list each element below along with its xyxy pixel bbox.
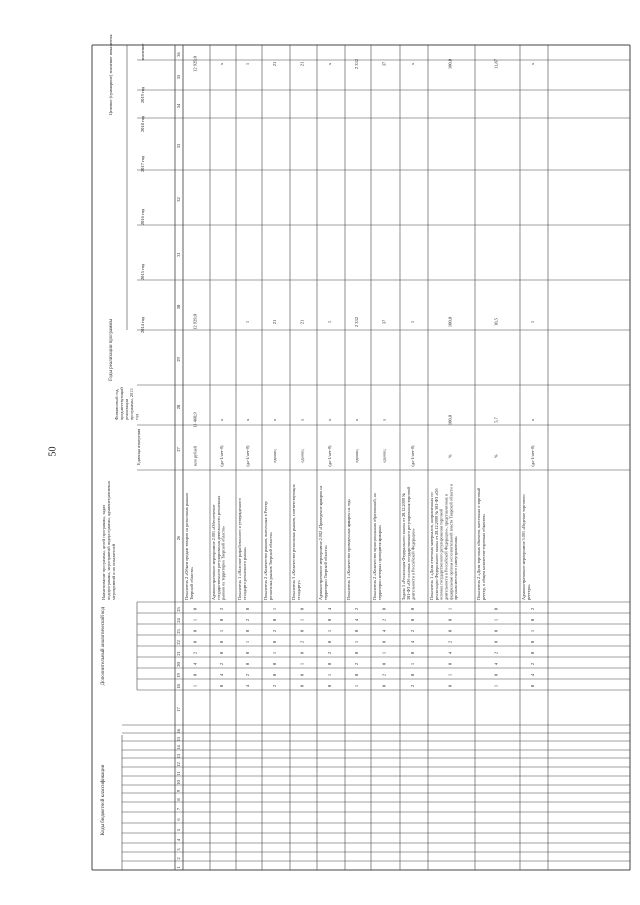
column-number-13: 13: [176, 753, 181, 759]
column-number-6: 6: [176, 818, 181, 821]
row-code-digit: 2: [493, 651, 499, 655]
column-number-17: 17: [176, 707, 181, 712]
row-code-digit: 0: [354, 629, 359, 633]
row-code-digit: 0: [327, 684, 332, 688]
row-code-digit: 0: [299, 673, 305, 677]
column-number-4: 4: [176, 838, 181, 842]
header-year-2015: 2015 год: [140, 263, 145, 281]
row-value-2014: 21: [299, 319, 305, 325]
header-year-2014: 2014 год: [140, 316, 145, 334]
header-fin-year: предшествующий: [118, 387, 124, 420]
column-number-25: 25: [176, 607, 181, 612]
row-text: Тверской области»: [188, 566, 194, 600]
row-unit: единиц: [381, 449, 387, 463]
row-code-digit: 1: [447, 607, 453, 611]
column-number-11: 11: [176, 771, 181, 776]
row-code-digit: 0: [381, 684, 387, 688]
row-code-digit: 0: [447, 662, 453, 666]
column-number-1: 1: [176, 866, 181, 869]
column-number-15: 15: [176, 736, 181, 742]
column-number-27: 27: [176, 447, 181, 452]
row-code-digit: 2: [299, 640, 305, 644]
column-number-31: 31: [176, 252, 181, 257]
row-value-2014: 2 332: [354, 316, 359, 328]
header-fin-year: реализации: [123, 399, 129, 420]
row-code-digit: 1: [272, 651, 277, 655]
row-value-2014: 1: [327, 320, 332, 324]
row-value-2014: 1: [410, 320, 415, 324]
row-value-2014: 37: [381, 319, 387, 325]
row-value-2014: 1: [530, 320, 535, 324]
row-code-digit: 2: [272, 629, 277, 633]
row-unit: единиц: [272, 449, 277, 463]
row-code-digit: 4: [245, 684, 250, 688]
row-code-digit: 0: [272, 662, 277, 666]
row-fin-2013: х: [530, 418, 535, 422]
header-fin-year: Финансовый год,: [114, 388, 119, 420]
row-code-digit: 0: [192, 607, 198, 611]
row-code-digit: 2: [447, 640, 453, 644]
row-fin-2013: х: [219, 418, 224, 422]
row-text: реестр, в общем количестве торговых объектов»: [480, 513, 486, 600]
row-text: реализации Федерального закона от 28.12.2009 № 381-ФЗ «Об: [433, 488, 439, 600]
row-code-digit: 4: [447, 651, 453, 655]
row-code-digit: 0: [245, 607, 250, 611]
row-value-2014: 100,0: [447, 316, 453, 328]
header-fin-year: год: [133, 414, 139, 420]
row-code-digit: 2: [530, 662, 535, 666]
column-number-36: 36: [176, 52, 181, 57]
row-unit: млн рублей: [192, 445, 198, 467]
row-code-digit: 0: [447, 684, 453, 688]
row-target-value: х: [327, 62, 332, 66]
row-unit: (да-1/нет-0): [245, 445, 250, 467]
row-fin-2013: х: [381, 418, 387, 422]
header-fin-year: программы, 2013: [128, 388, 134, 420]
row-text: стандарту»: [295, 580, 301, 600]
row-code-digit: 1: [447, 673, 453, 677]
row-code-digit: 1: [381, 651, 387, 655]
row-text: основах государственного регулирования торговой: [438, 509, 444, 600]
row-code-digit: 4: [327, 607, 332, 611]
row-text: Показатель 2 «Объем продаж товаров на розничных рынках: [184, 492, 189, 600]
row-code-digit: 1: [327, 629, 332, 633]
row-code-digit: 0: [447, 629, 453, 633]
column-number-2: 2: [176, 857, 181, 860]
row-code-digit: 0: [447, 618, 453, 622]
row-unit: (да-1/нет-0): [410, 445, 415, 467]
row-code-digit: 0: [192, 673, 198, 677]
row-target-value: 12 929,0: [192, 56, 198, 72]
row-target-value: 100,0: [447, 58, 453, 70]
row-text: федеральные органы исполнительной власти Тверской области и: [448, 483, 454, 600]
column-number-33: 33: [176, 143, 181, 149]
row-fin-2013: х: [245, 418, 250, 422]
row-value-2014: 10,5: [493, 318, 499, 326]
row-unit: %: [447, 454, 453, 458]
row-target-value: 21: [299, 61, 305, 67]
row-code-digit: 1: [493, 618, 499, 622]
row-code-digit: 0: [245, 662, 250, 666]
header-years-group: Годы реализации программы: [109, 319, 114, 381]
row-code-digit: 0: [192, 629, 198, 633]
row-code-digit: 0: [354, 673, 359, 677]
row-code-digit: 0: [530, 618, 535, 622]
row-code-digit: 4: [530, 673, 535, 677]
column-number-19: 19: [176, 673, 181, 678]
row-code-digit: 1: [354, 640, 359, 644]
row-code-digit: 2: [245, 673, 250, 677]
row-code-digit: 1: [327, 673, 332, 677]
column-number-12: 12: [176, 762, 181, 767]
row-code-digit: 1: [219, 629, 224, 633]
column-number-8: 8: [176, 798, 181, 801]
row-code-digit: 0: [219, 640, 224, 644]
row-value-2014: 1: [245, 320, 250, 324]
row-code-digit: 2: [192, 651, 198, 655]
row-code-digit: 0: [327, 618, 332, 622]
row-text: Показатель 1 «Наличие разработанного и утвержденного: [237, 498, 242, 600]
row-code-digit: 0: [493, 640, 499, 644]
row-text: территории Тверской области»: [322, 544, 328, 600]
row-code-digit: 0: [530, 651, 535, 655]
row-fin-2013: х: [272, 418, 277, 422]
row-code-digit: 1: [192, 618, 198, 622]
row-code-digit: 2: [530, 607, 535, 611]
column-number-9: 9: [176, 789, 181, 793]
row-target-value: х: [530, 62, 535, 66]
row-code-digit: 2: [354, 607, 359, 611]
column-number-23: 23: [176, 629, 181, 634]
row-code-digit: 1: [192, 684, 198, 688]
row-code-digit: 0: [327, 640, 332, 644]
header-year-2018: 2018 год: [140, 115, 145, 133]
header-extra-codes: Дополнительный аналитический код: [101, 606, 106, 686]
row-code-digit: 2: [327, 651, 332, 655]
header-year-2017: 2017 год: [140, 155, 145, 173]
row-code-digit: 0: [381, 662, 387, 666]
row-code-digit: 0: [410, 607, 415, 611]
column-number-35: 35: [176, 74, 181, 80]
row-code-digit: 1: [530, 629, 535, 633]
row-unit: (да-1/нет-0): [219, 445, 224, 467]
row-unit: единиц: [299, 449, 305, 463]
header-target-group: Целевое (суммарное) значение показателя: [108, 34, 113, 116]
header-name-col: мероприятий и их показателей: [110, 543, 116, 600]
row-text: государственного регулирования деятельности розничных: [215, 495, 221, 600]
row-target-value: 21: [272, 61, 277, 67]
row-text: Показатель 3 «Количество розничных рынков, соответствующих: [291, 484, 296, 600]
page-number: 50: [47, 446, 59, 457]
column-number-7: 7: [176, 807, 181, 811]
row-text: розничных рынков Тверской области»: [267, 531, 273, 600]
column-number-29: 29: [176, 357, 181, 362]
row-target-value: 2 332: [354, 58, 359, 70]
row-code-digit: 4: [381, 629, 387, 633]
row-code-digit: 2: [381, 673, 387, 677]
row-code-digit: 0: [219, 684, 224, 688]
column-number-22: 22: [176, 640, 181, 645]
row-code-digit: 1: [299, 618, 305, 622]
row-code-digit: 0: [245, 651, 250, 655]
column-number-10: 10: [176, 780, 181, 785]
row-text: Административное мероприятие 2.001 «Обеспечение: [211, 504, 216, 600]
header-name-col: Наименование программы, целей программы, задач: [101, 505, 106, 600]
row-code-digit: 0: [327, 662, 332, 666]
row-fin-2013: х: [299, 418, 305, 422]
column-number-3: 3: [176, 848, 181, 851]
column-number-21: 21: [176, 651, 181, 656]
row-text: Показатель 2 «Количество муниципальных образований, на: [372, 493, 377, 600]
row-code-digit: 2: [219, 607, 224, 611]
row-code-digit: 1: [354, 684, 359, 688]
row-code-digit: 0: [354, 651, 359, 655]
row-target-value: 11,87: [493, 59, 499, 69]
column-number-32: 32: [176, 197, 181, 202]
row-target-value: х: [219, 62, 224, 66]
row-code-digit: 4: [493, 662, 499, 666]
row-code-digit: 0: [530, 684, 535, 688]
row-code-digit: 0: [299, 629, 305, 633]
row-code-digit: 0: [410, 618, 415, 622]
row-code-digit: 2: [245, 618, 250, 622]
row-text: реестра»: [525, 584, 531, 600]
row-code-digit: 0: [381, 640, 387, 644]
row-unit: единиц: [354, 449, 359, 463]
header-year-2016: 2016 год: [140, 208, 145, 226]
row-text: Задача 3 «Реализация Федерального закона от 28.12.2009 №: [401, 493, 406, 600]
column-number-30: 30: [176, 304, 181, 310]
row-code-digit: 0: [299, 651, 305, 655]
row-unit: (да-1/нет-0): [327, 445, 332, 467]
row-value-2014: 21: [272, 319, 277, 325]
row-code-digit: 0: [272, 673, 277, 677]
row-text: рынков на территории Тверской области»: [220, 525, 226, 600]
row-text: деятельности в Российской Федерации»: [410, 528, 416, 600]
row-text: стандарта розничного рынка»: [241, 546, 247, 600]
row-text: Административное мероприятие 3.001 «Ведение торгового: [521, 494, 526, 600]
row-fin-2013: 11 460,9: [192, 412, 198, 428]
row-fin-2013: 100,0: [447, 414, 453, 426]
row-text: Показатель 1 «Количество проведенных ярмарок на год»: [346, 498, 351, 600]
row-target-value: 1: [245, 62, 250, 66]
row-code-digit: 4: [354, 618, 359, 622]
row-code-digit: 0: [272, 618, 277, 622]
row-text: Показатель 1 «Доля отчетных материалов, направленных по: [429, 492, 434, 600]
row-value-2014: 12 929,0: [192, 314, 198, 330]
row-code-digit: 0: [410, 673, 415, 677]
row-target-value: х: [410, 62, 415, 66]
row-text: территории которых проводятся ярмарки»: [376, 524, 382, 600]
header-budget-codes: Коды бюджетной классификации: [101, 764, 106, 836]
row-unit: (да-1/нет-0): [530, 445, 535, 467]
column-number-34: 34: [176, 103, 181, 109]
row-code-digit: 1: [493, 684, 499, 688]
column-number-24: 24: [176, 618, 181, 623]
row-text: Показатель 2 «Количество рынков, внесенных в Реестр: [263, 501, 268, 600]
row-code-digit: 0: [245, 629, 250, 633]
row-code-digit: 0: [192, 640, 198, 644]
row-code-digit: 2: [272, 684, 277, 688]
row-code-digit: 0: [530, 640, 535, 644]
row-code-digit: 2: [354, 662, 359, 666]
column-number-18: 18: [176, 684, 181, 689]
row-unit: %: [493, 454, 499, 458]
row-code-digit: 1: [410, 662, 415, 666]
row-code-digit: 2: [219, 662, 224, 666]
row-code-digit: 0: [219, 618, 224, 622]
row-text: органам местного самоуправления»: [453, 536, 459, 600]
row-code-digit: 0: [299, 684, 305, 688]
row-fin-2013: х: [327, 418, 332, 422]
row-fin-2013: х: [354, 418, 359, 422]
column-number-28: 28: [176, 404, 181, 410]
column-number-14: 14: [176, 745, 181, 750]
row-code-digit: 4: [219, 673, 224, 677]
row-text: 381-ФЗ «Об основах государственного регулирования торговой: [405, 486, 411, 600]
row-code-digit: 4: [192, 662, 198, 666]
row-code-digit: 2: [381, 618, 387, 622]
column-number-26: 26: [176, 535, 181, 541]
header-name-col: подпрограммы, мероприятий подпрограммы, административных: [105, 480, 111, 600]
column-number-20: 20: [176, 662, 181, 667]
row-code-digit: 4: [410, 640, 415, 644]
column-number-16: 16: [176, 728, 181, 734]
row-target-value: 37: [381, 61, 387, 67]
header-unit: Единица измерения: [136, 428, 141, 465]
row-code-digit: 1: [272, 607, 277, 611]
row-code-digit: 0: [381, 607, 387, 611]
row-code-digit: 0: [493, 607, 499, 611]
row-code-digit: 2: [410, 684, 415, 688]
row-code-digit: 0: [493, 629, 499, 633]
row-text: Административное мероприятие 2.002 «Проведение ярмарок на: [318, 485, 323, 600]
row-text: Показатель 2 «Доля торговых объектов, внесенных в торговый: [476, 487, 481, 600]
row-code-digit: 0: [299, 607, 305, 611]
row-code-digit: 0: [493, 673, 499, 677]
column-number-5: 5: [176, 828, 181, 832]
header-year-2019: 2019 год: [140, 86, 145, 104]
row-code-digit: 0: [272, 640, 277, 644]
row-code-digit: 0: [219, 651, 224, 655]
row-text: деятельности в Российской Федерации», представленных в: [443, 494, 449, 600]
row-code-digit: 2: [410, 629, 415, 633]
row-fin-2013: 5,7: [493, 417, 499, 423]
row-code-digit: 0: [410, 651, 415, 655]
header-value: значение: [140, 43, 145, 61]
row-code-digit: 1: [245, 640, 250, 644]
row-code-digit: 1: [299, 662, 305, 666]
